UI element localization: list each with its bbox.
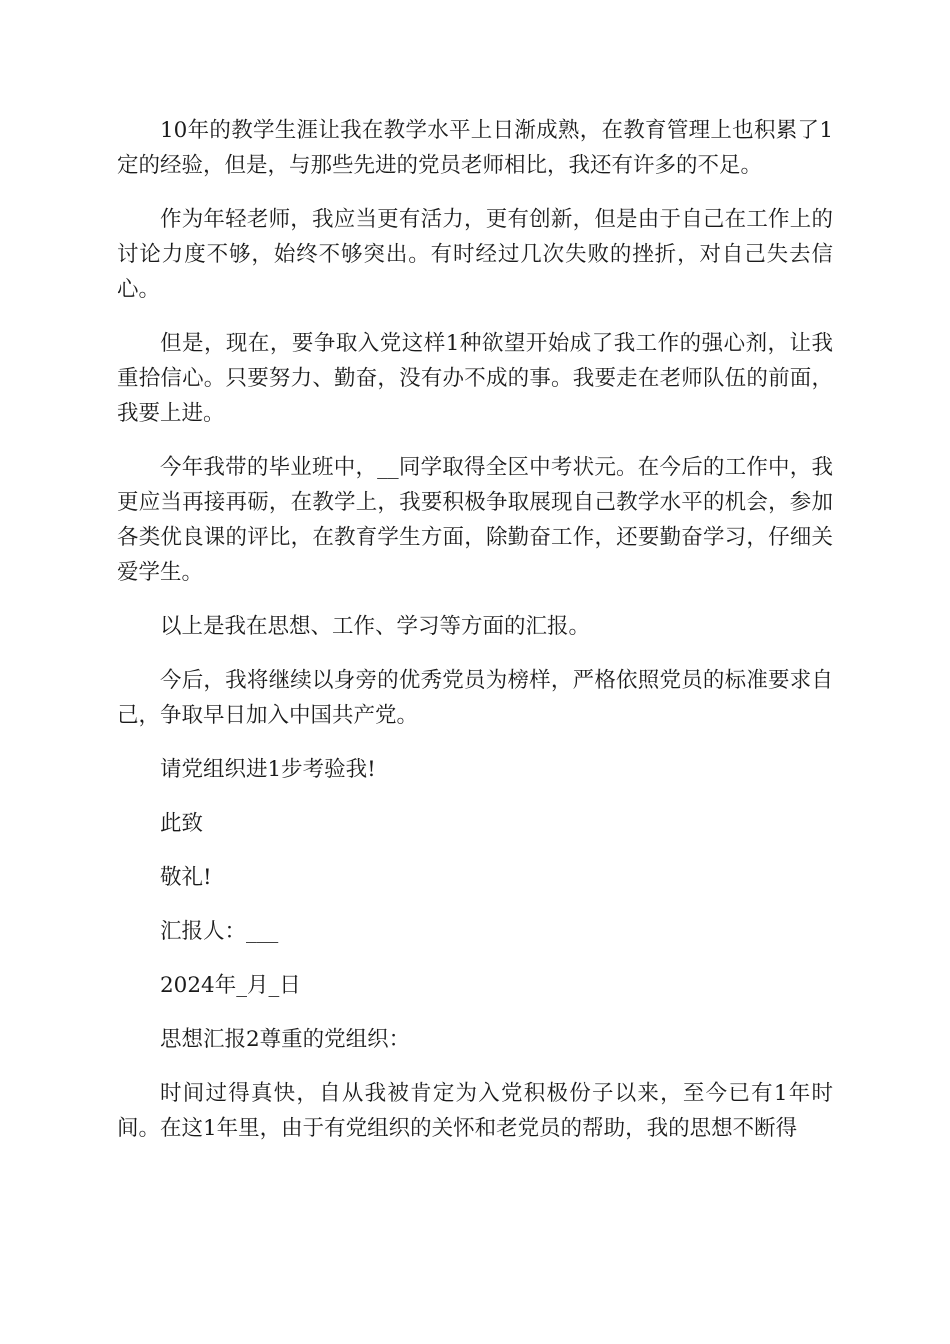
- closing-request: 请党组织进1步考验我!: [160, 757, 376, 782]
- reporter-line: 汇报人：___: [160, 919, 279, 944]
- second-report-heading: 思想汇报2尊重的党组织：: [160, 1027, 411, 1052]
- body-paragraph-6: 今后，我将继续以身旁的优秀党员为榜样，严格依照党员的标准要求自己，争取早日加入中国共产党。: [117, 668, 833, 728]
- date-line: 2024年_月_日: [160, 973, 301, 998]
- closing-salutation-2: 敬礼!: [160, 865, 212, 890]
- body-paragraph-1: 10年的教学生涯让我在教学水平上日渐成熟，在教育管理上也积累了1定的经验，但是，与那些先进的党员老师相比，我还有许多的不足。: [117, 118, 833, 178]
- body-paragraph-4: 今年我带的毕业班中，__同学取得全区中考状元。在今后的工作中，我更应当再接再砺，在教学上，我要积极争取展现自己教学水平的机会，参加各类优良课的评比，在教育学生方面，除勤奋工作，还要勤奋学习，仔细关爱学生。: [117, 455, 833, 585]
- body-paragraph-2: 作为年轻老师，我应当更有活力，更有创新，但是由于自己在工作上的讨论力度不够，始终不够突出。有时经过几次失败的挫折，对自己失去信心。: [117, 207, 833, 302]
- body-paragraph-5: 以上是我在思想、工作、学习等方面的汇报。: [160, 614, 591, 639]
- body-paragraph-3: 但是，现在，要争取入党这样1种欲望开始成了我工作的强心剂，让我重拾信心。只要努力、勤奋，没有办不成的事。我要走在老师队伍的前面，我要上进。: [117, 331, 833, 426]
- second-report-paragraph-1: 时间过得真快，自从我被肯定为入党积极份子以来，至今已有1年时间。在这1年里，由于有党组织的关怀和老党员的帮助，我的思想不断得: [117, 1081, 833, 1141]
- closing-salutation-1: 此致: [160, 811, 204, 836]
- document-body: [117, 113, 833, 1165]
